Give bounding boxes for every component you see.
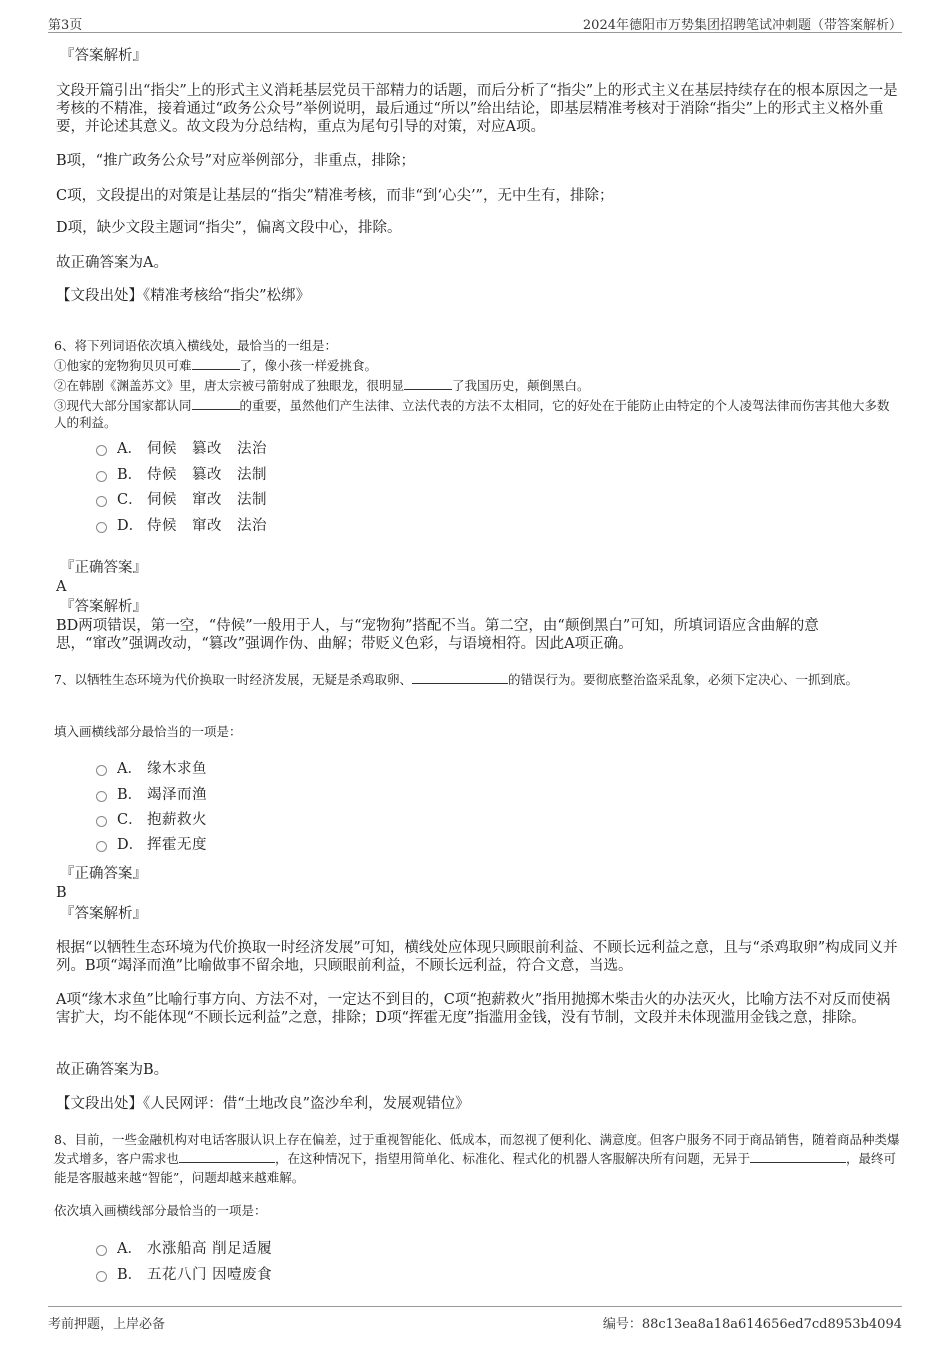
radio-icon[interactable] xyxy=(96,471,107,482)
q6-sentence-3: ③现代大部分国家都认同 的重要，虽然他们产生法律、立法代表的方法不太相同，它的好处在于能防止由特定的个人凌驾法律而伤害其他大多数人的利益。 xyxy=(54,398,890,430)
radio-icon[interactable] xyxy=(96,522,107,533)
page-footer xyxy=(48,1306,902,1337)
radio-icon[interactable] xyxy=(96,1245,107,1256)
q6-blank-3 xyxy=(192,397,240,410)
radio-icon[interactable] xyxy=(96,496,107,507)
q6-sentence-1: ①他家的宠物狗贝贝可难 了，像小孩一样爱挑食。 xyxy=(54,358,378,373)
radio-icon[interactable] xyxy=(96,791,107,802)
document-code: 编号：88c13ea8a18a614656ed7cd8953b4094 xyxy=(602,1317,902,1332)
q7-prompt: 填入画横线部分最恰当的一项是： xyxy=(54,724,242,739)
q6-option-b[interactable]: B． 侍候 篡改 法制 xyxy=(96,466,267,484)
q6-sentence-2: ②在韩剧《渊盖苏文》里，唐太宗被弓箭射成了独眼龙，很明显 了我国历史，颠倒黑白。 xyxy=(54,378,590,393)
q5-analysis-para3: C项，文段提出的对策是让基层的“指尖”精准考核，而非“到‘心尖’”，无中生有，排除； xyxy=(56,188,614,204)
q8-prompt: 依次填入画横线部分最恰当的一项是： xyxy=(54,1203,267,1218)
footer-slogan: 考前押题，上岸必备 xyxy=(48,1317,166,1332)
q7-option-c[interactable]: C． 抱薪救火 xyxy=(96,811,207,829)
q6-blank-1 xyxy=(192,357,240,370)
q7-answer-label: 『正确答案』 xyxy=(60,866,147,882)
q6-option-a[interactable]: A． 伺候 篡改 法治 xyxy=(96,440,267,458)
document-title: 2024年德阳市万势集团招聘笔试冲刺题（带答案解析） xyxy=(582,18,902,33)
radio-icon[interactable] xyxy=(96,765,107,776)
q8-blank-1 xyxy=(179,1150,275,1163)
radio-icon[interactable] xyxy=(96,816,107,827)
q5-analysis-para1: 文段开篇引出“指尖”上的形式主义消耗基层党员干部精力的话题，而后分析了“指尖”上的形式主义在基层持续存在的根本原因之一是考核的不精准，接着通过“政务公众号”举例说明，最后通过“所以”给出结论，即基层精准考核对于消除“指尖”上的形式主义格外重要，并论述其意义。故文段为分总结构，重点为尾句引导的对策，对应A项。 xyxy=(56,83,898,135)
q7-option-a[interactable]: A． 缘木求鱼 xyxy=(96,760,207,778)
q6-option-d[interactable]: D． 侍候 窜改 法治 xyxy=(96,517,267,535)
q7-analysis-para2: A项“缘木求鱼”比喻行事方向、方法不对，一定达不到目的，C项“抱薪救火”指用抛掷木柴击火的办法灭火，比喻方法不对反而使祸害扩大，均不能体现“不顾长远利益”之意，排除；D项“挥霍无度”指滥用金钱，没有节制，文段并未体现滥用金钱之意，排除。 xyxy=(56,992,891,1026)
q7-analysis-para1: 根据“以牺牲生态环境为代价换取一时经济发展”可知，横线处应体现只顾眼前利益、不顾长远利益之意，且与“杀鸡取卵”构成同义并列。B项“竭泽而渔”比喻做事不留余地，只顾眼前利益，不顾长远利益，符合文意，当选。 xyxy=(56,940,898,974)
q6-stem: 6、将下列词语依次填入横线处，最恰当的一组是： xyxy=(54,338,337,353)
q8-option-a[interactable]: A． 水涨船高 削足适履 xyxy=(96,1240,272,1258)
q5-analysis-para4: D项，缺少文段主题词“指尖”，偏离文段中心，排除。 xyxy=(56,220,402,236)
q5-source: 【文段出处】《精准考核给“指尖”松绑》 xyxy=(56,288,311,304)
q5-analysis-label: 『答案解析』 xyxy=(60,48,147,64)
q7-analysis-label: 『答案解析』 xyxy=(60,906,147,922)
q6-answer: A xyxy=(56,579,67,595)
q8-stem: 8、目前，一些金融机构对电话客服认识上存在偏差，过于重视智能化、低成本，而忽视了便利化、满意度。但客户服务不同于商品销售，随着商品种类爆发式增多，客户需求也 ，在这种情况下，指望用简单化、标准化、程式化的机器人客服解决所有问题，无异于 ，最终可能是客服越来越“智能”，问题却越来越难解。 xyxy=(54,1132,900,1185)
q7-option-b[interactable]: B． 竭泽而渔 xyxy=(96,786,207,804)
q7-answer: B xyxy=(56,885,67,901)
radio-icon[interactable] xyxy=(96,841,107,852)
q7-option-d[interactable]: D． 挥霍无度 xyxy=(96,836,207,854)
radio-icon[interactable] xyxy=(96,1271,107,1282)
q6-analysis: BD两项错误，第一空，“侍候”一般用于人，与“宠物狗”搭配不当。第二空，由“颠倒黑白”可知，所填词语应含曲解的意思，“窜改”强调改动，“篡改”强调作伪、曲解；带贬义色彩，与语境相符。因此A项正确。 xyxy=(56,618,819,652)
q6-answer-label: 『正确答案』 xyxy=(60,560,147,576)
q6-analysis-label: 『答案解析』 xyxy=(60,599,147,615)
q6-blank-2 xyxy=(404,377,452,390)
q5-analysis-para2: B项，“推广政务公众号”对应举例部分，非重点，排除； xyxy=(56,153,415,169)
q6-option-c[interactable]: C． 伺候 窜改 法制 xyxy=(96,491,267,509)
q5-conclusion: 故正确答案为A。 xyxy=(56,255,168,271)
q7-stem: 7、以牺牲生态环境为代价换取一时经济发展，无疑是杀鸡取卵、 的错误行为。要彻底整治盗采乱象，必须下定决心、一抓到底。 xyxy=(54,672,858,687)
q7-blank xyxy=(412,671,508,684)
q7-conclusion: 故正确答案为B。 xyxy=(56,1062,169,1078)
radio-icon[interactable] xyxy=(96,445,107,456)
q8-option-b[interactable]: B． 五花八门 因噎废食 xyxy=(96,1266,272,1284)
page-number: 第3页 xyxy=(48,18,83,33)
page-header xyxy=(48,10,902,33)
q8-blank-2 xyxy=(750,1150,846,1163)
q7-source: 【文段出处】《人民网评：借“土地改良”盗沙牟利，发展观错位》 xyxy=(56,1096,470,1112)
